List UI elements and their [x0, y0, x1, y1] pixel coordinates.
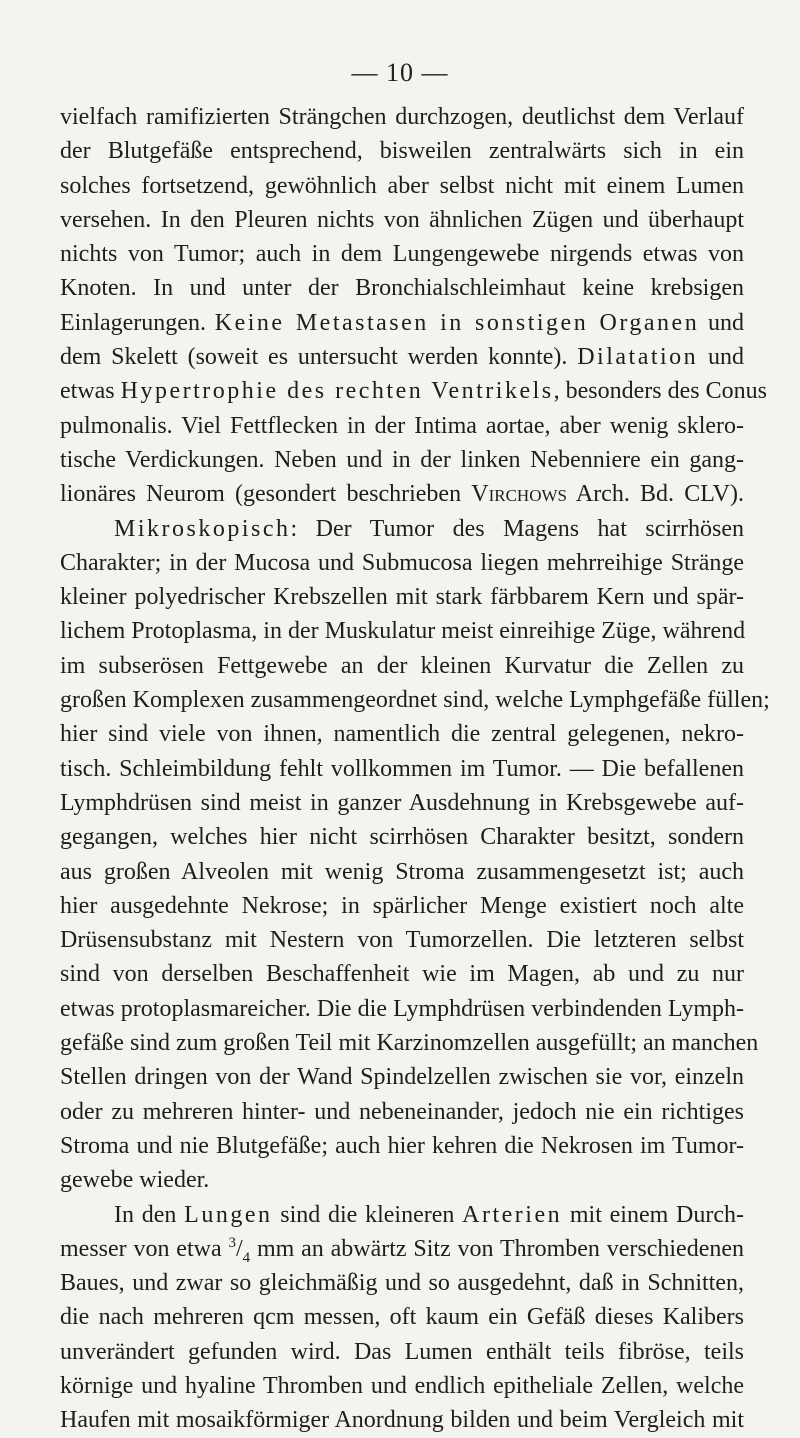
text-line — [60, 752, 744, 786]
text-run: pulmonalis. Viel Fettflecken in der Intima aortae, aber wenig sklero- — [60, 412, 744, 439]
text-run: kleiner polyedrischer Krebszellen mit stark färbbarem Kern und spär- — [60, 584, 744, 611]
text-line — [60, 203, 744, 237]
text-line — [60, 237, 744, 271]
spaced-emphasis: Dilatation — [577, 344, 699, 371]
text-line — [60, 786, 744, 820]
text-line — [60, 580, 744, 614]
text-run: Haufen mit mosaikförmiger Anordnung bilden und beim Vergleich mit — [60, 1407, 744, 1434]
text-run: gegangen, welches hier nicht scirrhösen Charakter besitzt, sondern — [60, 824, 744, 851]
text-line — [60, 1198, 744, 1232]
text-line — [60, 1266, 744, 1300]
text-line — [60, 889, 744, 923]
text-line — [60, 992, 744, 1026]
text-run: aus großen Alveolen mit wenig Stroma zusammengesetzt ist; auch — [60, 858, 744, 885]
text-run: mit einem Durch- — [562, 1201, 744, 1228]
text-run: lionäres Neurom (gesondert beschrieben — [60, 481, 472, 508]
text-run: , besonders des Conus — [553, 378, 767, 405]
text-run: vielfach ramifizierten Strängchen durchzogen, deutlichst dem Verlauf — [60, 104, 744, 130]
text-line — [60, 100, 744, 134]
small-caps-author: Virchows — [471, 481, 567, 508]
text-line — [60, 1095, 744, 1129]
fraction-denominator: 4 — [242, 1249, 251, 1266]
text-run: Arch. Bd. CLV). — [567, 481, 744, 508]
text-line — [60, 1060, 744, 1094]
spaced-emphasis: Lungen — [184, 1201, 273, 1228]
text-line — [60, 1232, 744, 1266]
text-run: und — [699, 309, 744, 336]
text-line — [60, 820, 744, 854]
text-run: Lymphdrüsen sind meist in ganzer Ausdehnung in Krebsgewebe auf- — [60, 789, 744, 816]
text-run: die nach mehreren qcm messen, oft kaum ein Gefäß dieses Kalibers — [60, 1304, 744, 1331]
text-run: messer von etwa — [60, 1235, 229, 1262]
text-line — [60, 512, 744, 546]
text-run: hier sind viele von ihnen, namentlich die zentral gelegenen, nekro- — [60, 721, 744, 748]
text-line — [60, 271, 744, 305]
text-run: lichem Protoplasma, in der Muskulatur meist einreihige Züge, während — [60, 618, 746, 645]
fraction-numerator: 3 — [228, 1234, 236, 1251]
text-line — [60, 306, 744, 340]
text-line — [60, 1129, 744, 1163]
text-line — [60, 134, 744, 168]
text-run: tisch. Schleimbildung fehlt vollkommen im Tumor. — Die befallenen — [60, 755, 744, 782]
text-line — [60, 1369, 744, 1403]
text-run: Knoten. In und unter der Bronchialschleimhaut keine krebsigen — [60, 275, 744, 302]
text-run: In den — [114, 1201, 185, 1228]
text-run: Einlagerungen. — [60, 309, 215, 336]
text-line — [60, 957, 744, 991]
text-run: gewebe wieder. — [60, 1167, 210, 1194]
text-line — [60, 683, 770, 717]
text-line — [60, 169, 744, 203]
text-run: nichts von Tumor; auch in dem Lungengewebe nirgends etwas von — [60, 241, 744, 268]
text-line — [60, 923, 744, 957]
text-line — [60, 1163, 744, 1197]
text-line — [60, 374, 767, 408]
text-line — [60, 443, 744, 477]
text-line — [60, 477, 744, 511]
text-line — [60, 409, 744, 443]
text-run: gefäße sind zum großen Teil mit Karzinomzellen ausgefüllt; an manchen — [60, 1030, 759, 1057]
text-run: Charakter; in der Mucosa und Submucosa liegen mehrreihige Stränge — [60, 549, 744, 576]
fraction: $^3/_4$ — [228, 1234, 251, 1266]
text-line — [60, 649, 744, 683]
text-run: etwas — [60, 378, 121, 405]
text-line — [60, 1026, 759, 1060]
text-run: Baues, und zwar so gleichmäßig und so ausgedehnt, daß in Schnitten, — [60, 1270, 744, 1297]
text-run: großen Komplexen zusammengeordnet sind, welche Lymphgefäße füllen; — [60, 687, 770, 714]
text-run: unverändert gefunden wird. Das Lumen enthält teils fibröse, teils — [60, 1338, 744, 1365]
spaced-emphasis: Keine Metastasen in sonstigen Organen — [214, 309, 700, 336]
text-run: und — [698, 344, 744, 371]
text-run: tische Verdickungen. Neben und in der linken Nebenniere ein gang- — [60, 446, 744, 473]
text-line — [60, 1403, 744, 1437]
spaced-emphasis: Arterien — [462, 1201, 563, 1228]
text-run: der Blutgefäße entsprechend, bisweilen zentralwärts sich in ein — [60, 138, 744, 165]
text-run: Stellen dringen von der Wand Spindelzellen zwischen sie vor, einzeln — [60, 1064, 744, 1091]
text-run: körnige und hyaline Thromben und endlich epitheliale Zellen, welche — [60, 1372, 744, 1399]
text-run: etwas protoplasmareicher. Die die Lymphdrüsen verbindenden Lymph- — [60, 995, 744, 1022]
page-number: — 10 — — [351, 58, 449, 87]
text-line — [60, 1300, 744, 1334]
text-run: Drüsensubstanz mit Nestern von Tumorzellen. Die letzteren selbst — [60, 927, 744, 954]
text-run: Stroma und nie Blutgefäße; auch hier kehren die Nekrosen im Tumor- — [60, 1132, 744, 1159]
text-run: dem Skelett (soweit es untersucht werden konnte). — [60, 344, 578, 371]
text-line — [60, 546, 744, 580]
spaced-emphasis: Hypertrophie des rechten Ventrikels — [120, 378, 554, 405]
spaced-emphasis: Mikroskopisch — [114, 515, 291, 542]
text-line — [60, 614, 744, 648]
text-run: : Der Tumor des Magens hat scirrhösen — [290, 515, 744, 542]
text-line — [60, 340, 744, 374]
text-line — [60, 717, 744, 751]
text-run: sind von derselben Beschaffenheit wie im Magen, ab und zu nur — [60, 961, 744, 988]
text-run: versehen. In den Pleuren nichts von ähnlichen Zügen und überhaupt — [60, 206, 744, 233]
text-run: oder zu mehreren hinter- und nebeneinander, jedoch nie ein richtiges — [60, 1098, 744, 1125]
text-run: mm an abwärtz Sitz von Thromben verschiedenen — [250, 1235, 745, 1262]
text-run: hier ausgedehnte Nekrose; in spärlicher Menge existiert noch alte — [60, 892, 744, 919]
text-line — [60, 855, 744, 889]
text-line — [60, 1335, 744, 1369]
text-run: solches fortsetzend, gewöhnlich aber selbst nicht mit einem Lumen — [60, 172, 744, 199]
body-text — [60, 100, 770, 1438]
text-run: sind die kleineren — [272, 1201, 463, 1228]
text-run: im subserösen Fettgewebe an der kleinen Kurvatur die Zellen zu — [60, 652, 744, 679]
